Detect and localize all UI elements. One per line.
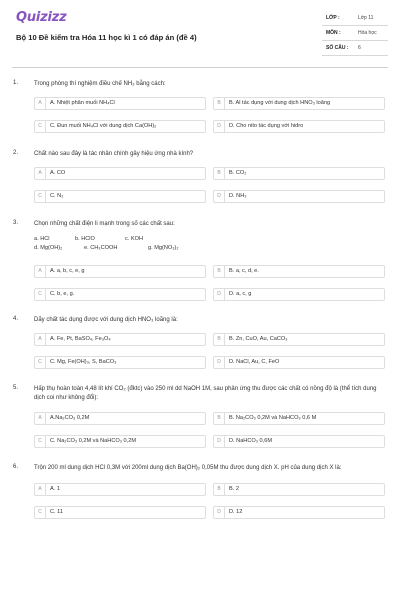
- option-letter: C: [35, 121, 46, 132]
- meta-label: MÔN :: [326, 30, 341, 36]
- option-text: D. NH₃: [229, 193, 247, 199]
- option-letter: B: [214, 168, 225, 179]
- worksheet-header: [0, 0, 400, 70]
- meta-value: Lớp 11: [358, 15, 374, 21]
- option-text: C. N₂: [50, 193, 64, 199]
- option-b[interactable]: [213, 333, 385, 346]
- option-text: C. Đun muối NH₄Cl với dung dịch Ca(OH)₂: [50, 123, 157, 129]
- question-number: 5.: [13, 385, 19, 391]
- option-a[interactable]: [34, 483, 206, 496]
- meta-grade: [322, 12, 388, 26]
- sub-item: g. Mg(NO₃)₂: [148, 245, 179, 251]
- question-text: Chọn những chất điện li mạnh trong số các chất sau:: [34, 221, 175, 227]
- option-b[interactable]: [213, 167, 385, 180]
- page-title: Bộ 10 Đề kiểm tra Hóa 11 học kì 1 có đáp án (đề 4): [16, 33, 197, 42]
- sub-item: c. KOH: [125, 236, 144, 242]
- option-text: A.Na₂CO₃ 0,2M: [50, 415, 90, 421]
- option-b[interactable]: [213, 265, 385, 278]
- option-b[interactable]: [213, 412, 385, 425]
- option-b[interactable]: [213, 483, 385, 496]
- option-text: A. 1: [50, 486, 60, 492]
- option-d[interactable]: [213, 190, 385, 203]
- option-c[interactable]: [34, 288, 206, 301]
- meta-value: 6: [358, 45, 361, 51]
- question-number: 1.: [13, 80, 19, 86]
- option-c[interactable]: [34, 435, 206, 448]
- option-text: C. 11: [50, 509, 63, 515]
- meta-value: Hóa học: [358, 30, 377, 36]
- option-c[interactable]: [34, 506, 206, 519]
- option-d[interactable]: [213, 506, 385, 519]
- option-letter: A: [35, 98, 46, 109]
- header-divider: [12, 67, 388, 68]
- option-letter: A: [35, 168, 46, 179]
- option-text: A. Fe, Pt, BaSO₄, Fe₃O₄: [50, 336, 111, 342]
- option-letter: C: [35, 191, 46, 202]
- option-letter: C: [35, 289, 46, 300]
- option-letter: A: [35, 484, 46, 495]
- option-text: D. NaCl, Au, C, FeO: [229, 359, 280, 365]
- option-text: B. 2: [229, 486, 239, 492]
- option-letter: A: [35, 266, 46, 277]
- option-text: C. b, e, g.: [50, 291, 75, 297]
- quizizz-logo: Quizizz: [16, 10, 67, 25]
- option-letter: D: [214, 357, 225, 368]
- option-a[interactable]: [34, 97, 206, 110]
- option-text: A. Nhiệt phân muối NH₄Cl: [50, 100, 115, 106]
- option-letter: B: [214, 334, 225, 345]
- sub-item: d. Mg(OH)₂: [34, 245, 63, 251]
- option-letter: D: [214, 507, 225, 518]
- option-letter: D: [214, 436, 225, 447]
- option-letter: C: [35, 357, 46, 368]
- option-letter: D: [214, 121, 225, 132]
- option-text: A. CO: [50, 170, 66, 176]
- option-text: D. NaHCO₃ 0,6M: [229, 438, 272, 444]
- option-letter: D: [214, 191, 225, 202]
- question-text: Chất nào sau đây là tác nhân chính gây hiệu ứng nhà kính?: [34, 151, 194, 157]
- meta-subject: [322, 27, 388, 41]
- option-letter: C: [35, 436, 46, 447]
- option-text: B. a, c, d, e.: [229, 268, 259, 274]
- option-b[interactable]: [213, 97, 385, 110]
- meta-label: SỐ CÂU :: [326, 45, 349, 51]
- option-c[interactable]: [34, 190, 206, 203]
- question-number: 2.: [13, 150, 19, 156]
- option-letter: D: [214, 289, 225, 300]
- option-text: B. CO₂: [229, 170, 247, 176]
- option-text: D. 12: [229, 509, 243, 515]
- option-text: D. a, c, g: [229, 291, 252, 297]
- option-a[interactable]: [34, 412, 206, 425]
- option-d[interactable]: [213, 288, 385, 301]
- option-letter: A: [35, 334, 46, 345]
- option-letter: B: [214, 484, 225, 495]
- option-a[interactable]: [34, 333, 206, 346]
- option-text: B. Na₂CO₃ 0,2M và NaHCO₃ 0,6 M: [229, 415, 317, 421]
- option-text: B. Al tác dụng với dung dịch HNO₃ loãng: [229, 100, 331, 106]
- option-letter: B: [214, 413, 225, 424]
- option-c[interactable]: [34, 356, 206, 369]
- option-text: C. Mg, Fe(OH)₃, S, BaCO₃: [50, 359, 117, 365]
- question-number: 6.: [13, 464, 19, 470]
- sub-item: e. CH₃COOH: [84, 245, 118, 251]
- meta-question-count: [322, 42, 388, 56]
- sub-item: b. HClO: [75, 236, 95, 242]
- question-number: 3.: [13, 220, 19, 226]
- sub-item: a. HCl: [34, 236, 50, 242]
- meta-label: LỚP :: [326, 15, 340, 21]
- question-text: Trong phòng thí nghiệm điều chế NH₃ bằng cách:: [34, 81, 166, 87]
- option-c[interactable]: [34, 120, 206, 133]
- option-text: C. Na₂CO₃ 0,2M và NaHCO₃ 0,2M: [50, 438, 136, 444]
- option-d[interactable]: [213, 435, 385, 448]
- question-text: Trộn 200 ml dung dịch HCl 0,3M với 200ml dung dịch Ba(OH)₂ 0,05M thu được dung dịch X. pH của dung dịch X là:: [34, 465, 342, 471]
- option-text: D. Cho nito tác dụng với hidro: [229, 123, 304, 129]
- question-text: Dãy chất tác dụng được với dung dịch HNO₃ loãng là:: [34, 317, 178, 323]
- option-text: B. Zn, CuO, Au, CaCO₃: [229, 336, 288, 342]
- option-text: A. a, b, c, e, g: [50, 268, 85, 274]
- option-d[interactable]: [213, 356, 385, 369]
- option-letter: B: [214, 266, 225, 277]
- option-d[interactable]: [213, 120, 385, 133]
- option-a[interactable]: [34, 167, 206, 180]
- option-letter: A: [35, 413, 46, 424]
- option-a[interactable]: [34, 265, 206, 278]
- question-text: Hấp thụ hoàn toàn 4,48 lít khí CO₂ (đktc) vào 250 ml dd NaOH 1M, sau phản ứng thu được các chất có nồng độ là (thể tích dung dịch coi như không đổi):: [34, 386, 377, 401]
- question-number: 4.: [13, 316, 19, 322]
- option-letter: B: [214, 98, 225, 109]
- option-letter: C: [35, 507, 46, 518]
